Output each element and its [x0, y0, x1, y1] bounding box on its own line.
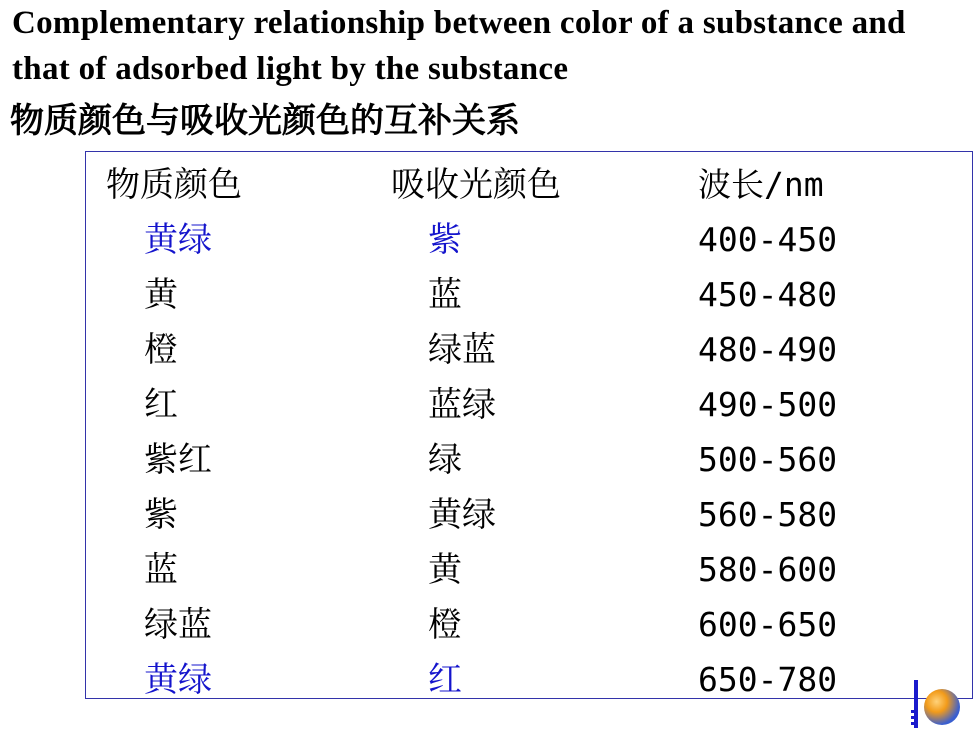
table-header-row: [86, 160, 972, 210]
table-row: [86, 490, 972, 540]
header-substance-color: 物质颜色: [106, 165, 242, 205]
table-row: [86, 215, 972, 265]
absorbed-color-cell: 绿蓝: [428, 330, 496, 370]
wavelength-cell: 580-600: [698, 550, 838, 589]
sphere-logo-icon: [910, 680, 970, 730]
absorbed-color-cell: 蓝: [428, 275, 462, 315]
substance-color-cell: 橙: [144, 330, 178, 370]
wavelength-cell: 450-480: [698, 275, 838, 314]
table-row: [86, 270, 972, 320]
title-english: Complementary relationship between color of a substance and that of adsorbed light by the substance: [12, 5, 906, 87]
absorbed-color-cell: 黄: [428, 550, 462, 590]
wavelength-cell: 480-490: [698, 330, 838, 369]
table-row: [86, 380, 972, 430]
substance-color-cell: 紫红: [144, 440, 212, 480]
header-wavelength: 波长/nm: [698, 165, 824, 204]
color-table: [85, 151, 973, 699]
title-chinese: 物质颜色与吸收光颜色的互补关系: [10, 101, 520, 141]
substance-color-cell: 黄: [144, 275, 178, 315]
header-absorbed-color: 吸收光颜色: [391, 165, 561, 205]
wavelength-cell: 650-780: [698, 660, 838, 699]
substance-color-cell: 红: [144, 385, 178, 425]
substance-color-cell: 蓝: [144, 550, 178, 590]
table-row: [86, 655, 972, 705]
absorbed-color-cell: 橙: [428, 605, 462, 645]
absorbed-color-cell: 紫: [428, 220, 462, 260]
table-row: [86, 600, 972, 650]
substance-color-cell: 绿蓝: [144, 605, 212, 645]
substance-color-cell: 黄绿: [144, 660, 212, 700]
wavelength-cell: 500-560: [698, 440, 838, 479]
table-row: [86, 325, 972, 375]
wavelength-cell: 490-500: [698, 385, 838, 424]
wavelength-cell: 400-450: [698, 220, 838, 259]
table-row: [86, 435, 972, 485]
substance-color-cell: 紫: [144, 495, 178, 535]
wavelength-cell: 600-650: [698, 605, 838, 644]
wavelength-cell: 560-580: [698, 495, 838, 534]
absorbed-color-cell: 蓝绿: [428, 385, 496, 425]
table-row: [86, 545, 972, 595]
substance-color-cell: 黄绿: [144, 220, 212, 260]
absorbed-color-cell: 红: [428, 660, 462, 700]
absorbed-color-cell: 黄绿: [428, 495, 496, 535]
absorbed-color-cell: 绿: [428, 440, 462, 480]
